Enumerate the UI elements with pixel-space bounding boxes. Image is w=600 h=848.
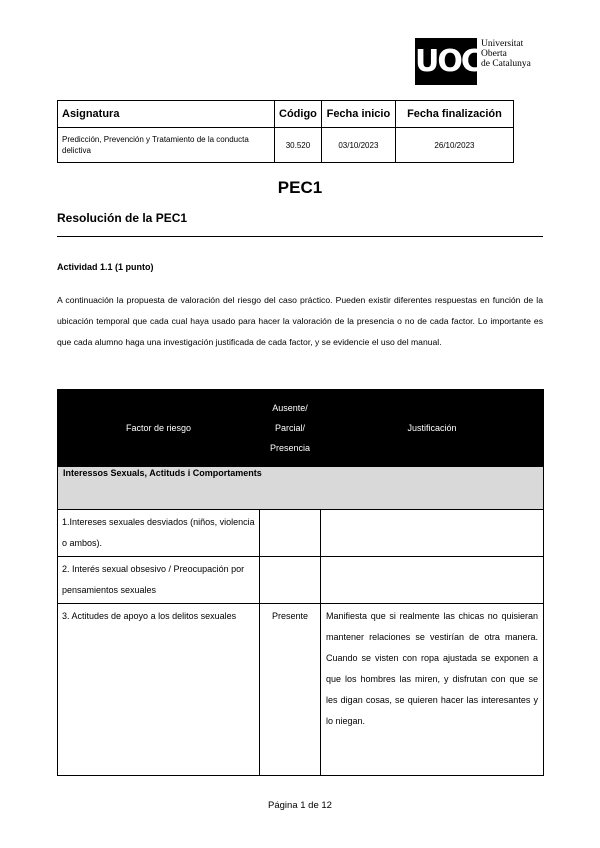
cell-fecha-finalizacion: 26/10/2023: [395, 128, 513, 163]
header-fecha-finalizacion: Fecha finalización: [395, 101, 513, 128]
cell-fecha-inicio: 03/10/2023: [321, 128, 395, 163]
table-row: [58, 604, 544, 776]
intro-paragraph: A continuación la propuesta de valoración del riesgo del caso práctico. Pueden existir diferentes respuestas en función de la ubicación temporal que cada cual haya usado para hacer la valoración de la presencia o no de cada factor. Lo importante es que cada alumno haga una investigación justificada de cada factor, y se evidencie el uso del manual.: [57, 295, 543, 347]
header-presence: [260, 390, 321, 467]
justification-cell: Manifiesta que si realmente las chicas no quisieran mantener relaciones se vestirían de otra manera. Cuando se visten con ropa ajustada se exponen a que los hombres las miren, y disfrutan con que se les digan cosas, se quieren hacer las interesantes y lo niegan.: [321, 604, 544, 776]
presence-cell: [260, 510, 321, 557]
uoc-logo: [415, 38, 539, 86]
justification-cell: [321, 510, 544, 557]
page-title: PEC1: [277, 178, 323, 197]
presence-cell: Presente: [260, 604, 321, 776]
presence-line-1: Ausente/: [272, 403, 308, 413]
risk-section-label: Interessos Sexuals, Actituds i Comportaments: [58, 467, 544, 510]
presence-cell: [260, 557, 321, 604]
page-footer: Página 1 de 12: [268, 800, 332, 811]
table-row: [58, 557, 544, 604]
section-divider: [57, 236, 543, 237]
justification-cell: [321, 557, 544, 604]
logo-line-2: Oberta: [481, 49, 507, 59]
logo-line-1: Universitat: [481, 39, 524, 49]
risk-section-row: [58, 467, 544, 510]
uoc-logo-mark-text: UOC: [415, 44, 481, 79]
activity-heading: Actividad 1.1 (1 punto): [57, 262, 154, 272]
header-asignatura: Asignatura: [58, 101, 275, 128]
header-fecha-inicio: Fecha inicio: [321, 101, 395, 128]
header-factor: Factor de riesgo: [58, 390, 260, 467]
factor-cell: 3. Actitudes de apoyo a los delitos sexuales: [58, 604, 260, 776]
header-codigo: Código: [275, 101, 322, 128]
cell-asignatura: Predicción, Prevención y Tratamiento de la conducta delictiva: [58, 128, 275, 163]
presence-line-3: Presencia: [269, 443, 311, 453]
logo-line-3: de Catalunya: [481, 59, 531, 69]
risk-factor-table: [57, 389, 544, 776]
cell-codigo: 30.520: [275, 128, 322, 163]
course-info-header-row: [58, 101, 514, 128]
factor-cell: 1.Intereses sexuales desviados (niños, violencia o ambos).: [58, 510, 260, 557]
course-info-table: [57, 100, 514, 163]
table-row: [58, 510, 544, 557]
factor-cell: 2. Interés sexual obsesivo / Preocupación por pensamientos sexuales: [58, 557, 260, 604]
header-justification: Justificación: [321, 390, 544, 467]
section-title: Resolución de la PEC1: [57, 211, 188, 225]
risk-header-row: [58, 390, 544, 467]
course-info-row: [58, 128, 514, 163]
presence-line-2: Parcial/: [274, 423, 305, 433]
uoc-logo-mark: [415, 38, 481, 85]
uoc-logo-text: [481, 39, 541, 69]
